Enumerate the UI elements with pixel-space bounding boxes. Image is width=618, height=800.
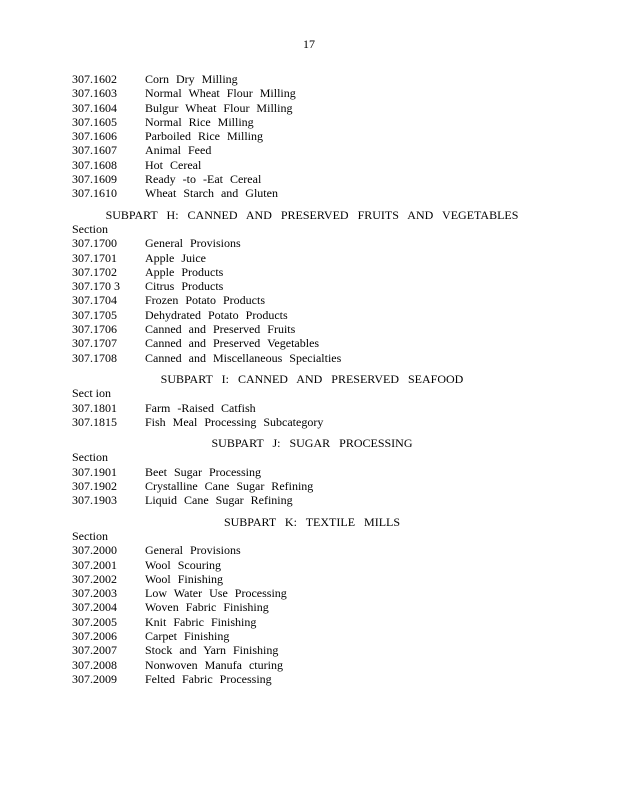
- section-number: 307.2003: [72, 586, 117, 601]
- subpart-heading: SUBPART H: CANNED AND PRESERVED FRUITS AND VEGETABLES: [105, 207, 519, 222]
- section-row: [72, 336, 552, 350]
- section-number: 307.1701: [72, 250, 117, 265]
- section-number: 307.1607: [72, 143, 117, 158]
- section-number: 307.1605: [72, 114, 117, 129]
- section-number: 307.1610: [72, 186, 117, 201]
- section-title: General Provisions: [145, 236, 241, 251]
- section-title: General Provisions: [145, 543, 241, 558]
- section-number: 307.1707: [72, 336, 117, 351]
- section-title: Canned and Preserved Vegetables: [145, 336, 320, 351]
- section-title: Canned and Miscellaneous Specialties: [145, 350, 342, 365]
- section-group-cereal: [72, 72, 552, 201]
- section-row: [72, 86, 552, 100]
- section-row: [72, 186, 552, 200]
- section-title: Normal Rice Milling: [145, 114, 254, 129]
- section-row: [72, 586, 552, 600]
- section-row: [72, 308, 552, 322]
- section-row: [72, 558, 552, 572]
- section-title: Stock and Yarn Finishing: [145, 643, 279, 658]
- section-row: [72, 101, 552, 115]
- section-row: [72, 251, 552, 265]
- section-title: Nonwoven Manufa cturing: [145, 657, 283, 672]
- section-row: [72, 265, 552, 279]
- section-number: 307.1903: [72, 493, 117, 508]
- subpart-heading: SUBPART J: SUGAR PROCESSING: [211, 436, 413, 451]
- section-number: 307.2000: [72, 543, 117, 558]
- section-title: Apple Products: [145, 264, 224, 279]
- section-row: [72, 351, 552, 365]
- section-number: 307.1705: [72, 307, 117, 322]
- section-row: [72, 236, 552, 250]
- section-group-subpart-i: [72, 372, 552, 429]
- section-row: [72, 279, 552, 293]
- subpart-heading: SUBPART I: CANNED AND PRESERVED SEAFOOD: [160, 371, 464, 386]
- section-number: 307.1700: [72, 236, 117, 251]
- section-title: Frozen Potato Products: [145, 293, 265, 308]
- section-number: 307.1608: [72, 157, 117, 172]
- section-group-subpart-j: [72, 436, 552, 507]
- section-title: Ready -to -Eat Cereal: [145, 172, 262, 187]
- section-title: Crystalline Cane Sugar Refining: [145, 479, 314, 494]
- section-label: Sect ion: [72, 386, 111, 401]
- section-number: 307.1706: [72, 322, 117, 337]
- section-number: 307.1901: [72, 464, 117, 479]
- section-title: Wheat Starch and Gluten: [145, 186, 278, 201]
- section-row: [72, 600, 552, 614]
- section-label: Section: [72, 450, 108, 465]
- section-title: Felted Fabric Processing: [145, 671, 272, 686]
- section-list: [72, 72, 552, 692]
- section-title: Canned and Preserved Fruits: [145, 322, 296, 337]
- section-group-subpart-h: [72, 208, 552, 365]
- section-title: Liquid Cane Sugar Refining: [145, 493, 293, 508]
- section-title: Bulgur Wheat Flour Milling: [145, 100, 293, 115]
- section-number: 307.1801: [72, 400, 117, 415]
- section-row: [72, 158, 552, 172]
- section-row: [72, 129, 552, 143]
- section-number: 307.1702: [72, 264, 117, 279]
- section-title: Citrus Products: [145, 279, 224, 294]
- section-number: 307.1902: [72, 479, 117, 494]
- section-title: Parboiled Rice Milling: [145, 129, 263, 144]
- section-number: 307.2008: [72, 657, 117, 672]
- section-row: [72, 572, 552, 586]
- section-number: 307.170 3: [72, 279, 120, 294]
- section-row: [72, 415, 552, 429]
- section-number: 307.1602: [72, 72, 117, 86]
- section-row: [72, 172, 552, 186]
- section-number: 307.2001: [72, 557, 117, 572]
- section-title: Knit Fabric Finishing: [145, 614, 257, 629]
- section-title: Carpet Finishing: [145, 628, 230, 643]
- section-title: Hot Cereal: [145, 157, 202, 172]
- section-number: 307.1603: [72, 86, 117, 101]
- section-row: [72, 465, 552, 479]
- section-row: [72, 143, 552, 157]
- section-title: Normal Wheat Flour Milling: [145, 86, 296, 101]
- section-title: Wool Finishing: [145, 571, 224, 586]
- page-number: 17: [303, 37, 315, 51]
- section-title: Woven Fabric Finishing: [145, 600, 269, 615]
- section-title: Farm -Raised Catfish: [145, 400, 256, 415]
- section-row: [72, 629, 552, 643]
- section-label: Section: [72, 528, 108, 543]
- section-row: [72, 115, 552, 129]
- section-title: Dehydrated Potato Products: [145, 307, 288, 322]
- section-number: 307.1604: [72, 100, 117, 115]
- section-title: Animal Feed: [145, 143, 212, 158]
- section-title: Beet Sugar Processing: [145, 464, 261, 479]
- section-row: [72, 543, 552, 557]
- section-number: 307.1609: [72, 172, 117, 187]
- section-number: 307.1606: [72, 129, 117, 144]
- section-number: 307.2004: [72, 600, 117, 615]
- section-number: 307.2009: [72, 671, 117, 686]
- section-number: 307.2006: [72, 628, 117, 643]
- section-label: Section: [72, 221, 108, 236]
- subpart-heading: SUBPART K: TEXTILE MILLS: [223, 514, 401, 529]
- section-number: 307.1815: [72, 414, 117, 429]
- section-number: 307.2002: [72, 571, 117, 586]
- section-row: [72, 479, 552, 493]
- section-row: [72, 643, 552, 657]
- section-title: Corn Dry Milling: [145, 72, 238, 86]
- section-row: [72, 493, 552, 507]
- section-number: 307.1708: [72, 350, 117, 365]
- section-row: [72, 615, 552, 629]
- section-row: [72, 401, 552, 415]
- section-number: 307.2007: [72, 643, 117, 658]
- section-row: [72, 658, 552, 672]
- section-row: [72, 322, 552, 336]
- section-row: [72, 72, 552, 86]
- section-title: Fish Meal Processing Subcategory: [145, 414, 324, 429]
- section-number: 307.1704: [72, 293, 117, 308]
- section-title: Low Water Use Processing: [145, 586, 287, 601]
- section-number: 307.2005: [72, 614, 117, 629]
- section-row: [72, 672, 552, 686]
- section-title: Apple Juice: [145, 250, 206, 265]
- section-group-subpart-k: [72, 515, 552, 687]
- section-row: [72, 293, 552, 307]
- section-title: Wool Scouring: [145, 557, 222, 572]
